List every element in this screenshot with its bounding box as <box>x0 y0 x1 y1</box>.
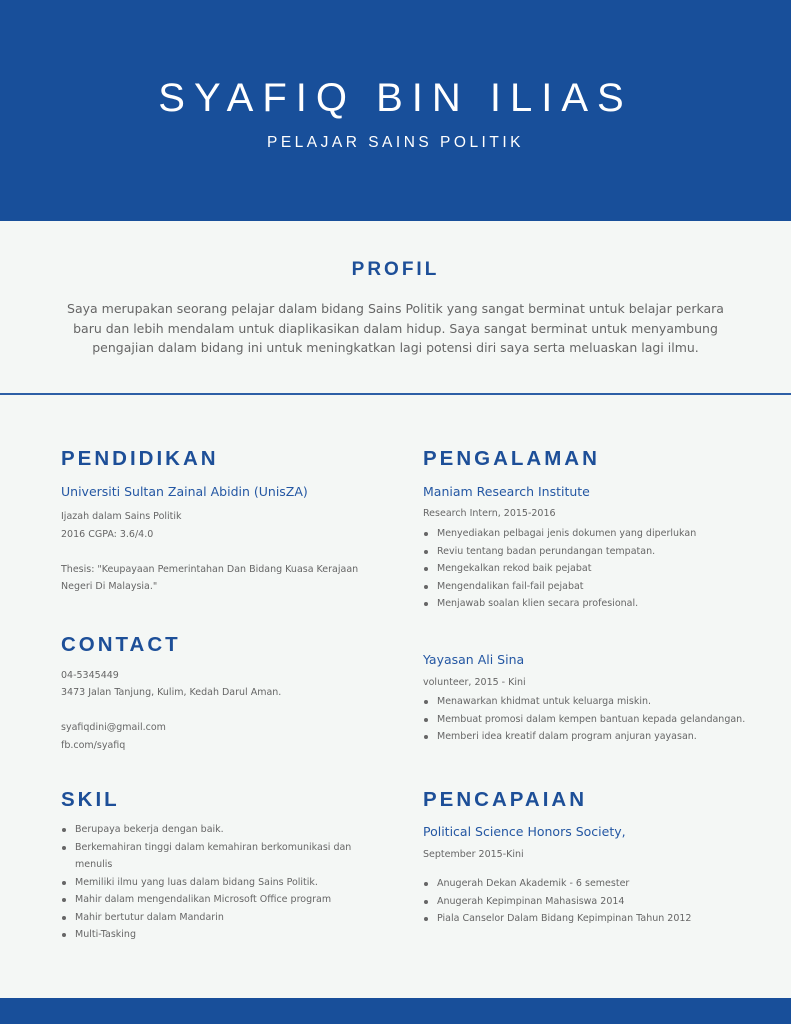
list-item: Multi-Tasking <box>61 926 361 944</box>
education-institution: Universiti Sultan Zainal Abidin (UnisZA) <box>61 484 308 499</box>
resume-subtitle: PELAJAR SAINS POLITIK <box>267 134 524 151</box>
education-degree: Ijazah dalam Sains Politik <box>61 511 182 522</box>
contact-facebook: fb.com/syafiq <box>61 740 126 751</box>
list-item: Membuat promosi dalam kempen bantuan kepada gelandangan. <box>423 711 763 729</box>
contact-phone: 04-5345449 <box>61 670 119 681</box>
list-item: Berupaya bekerja dengan baik. <box>61 821 361 839</box>
achievements-period: September 2015-Kini <box>423 849 524 860</box>
list-item: Mengendalikan fail-fail pejabat <box>423 578 763 596</box>
education-title: PENDIDIKAN <box>61 447 219 470</box>
list-item: Anugerah Kepimpinan Mahasiswa 2014 <box>423 893 763 911</box>
experience-org-1: Maniam Research Institute <box>423 484 590 499</box>
achievements-title: PENCAPAIAN <box>423 788 588 811</box>
experience-role-2: volunteer, 2015 - Kini <box>423 677 526 688</box>
list-item: Piala Canselor Dalam Bidang Kepimpinan Tahun 2012 <box>423 910 763 928</box>
contact-email: syafiqdini@gmail.com <box>61 722 166 733</box>
experience-duties-1 <box>423 525 763 613</box>
achievements-org: Political Science Honors Society, <box>423 824 626 839</box>
experience-org-2: Yayasan Ali Sina <box>423 652 525 667</box>
list-item: Berkemahiran tinggi dalam kemahiran berkomunikasi dan menulis <box>61 839 361 874</box>
list-item: Memiliki ilmu yang luas dalam bidang Sains Politik. <box>61 874 361 892</box>
contact-title: CONTACT <box>61 633 181 656</box>
list-item: Mengekalkan rekod baik pejabat <box>423 560 763 578</box>
section-divider <box>0 393 791 395</box>
skills-title: SKIL <box>61 788 120 811</box>
education-thesis-line2: Negeri Di Malaysia." <box>61 581 158 592</box>
list-item: Menyediakan pelbagai jenis dokumen yang diperlukan <box>423 525 763 543</box>
education-cgpa: 2016 CGPA: 3.6/4.0 <box>61 529 154 540</box>
footer-bar <box>0 998 791 1024</box>
list-item: Mahir bertutur dalam Mandarin <box>61 909 361 927</box>
skills-list <box>61 821 361 944</box>
contact-address: 3473 Jalan Tanjung, Kulim, Kedah Darul Aman. <box>61 687 282 698</box>
resume-name: SYAFIQ BIN ILIAS <box>158 76 633 120</box>
list-item: Menawarkan khidmat untuk keluarga miskin. <box>423 693 763 711</box>
list-item: Mahir dalam mengendalikan Microsoft Office program <box>61 891 361 909</box>
header-banner <box>0 0 791 221</box>
experience-title: PENGALAMAN <box>423 447 600 470</box>
list-item: Menjawab soalan klien secara profesional. <box>423 595 763 613</box>
profile-title: PROFIL <box>351 259 440 280</box>
profile-text: Saya merupakan seorang pelajar dalam bidang Sains Politik yang sangat berminat untuk belajar perkara baru dan lebih mendalam untuk diaplikasikan dalam hidup. Saya sangat berminat untuk menyambung pengajian dalam bidang ini untuk meningkatkan lagi potensi diri saya serta meluaskan lagi ilmu. <box>67 301 724 355</box>
experience-duties-2 <box>423 693 763 746</box>
list-item: Anugerah Dekan Akademik - 6 semester <box>423 875 763 893</box>
experience-role-1: Research Intern, 2015-2016 <box>423 508 556 519</box>
list-item: Memberi idea kreatif dalam program anjuran yayasan. <box>423 728 763 746</box>
list-item: Reviu tentang badan perundangan tempatan. <box>423 543 763 561</box>
achievements-list <box>423 875 763 928</box>
education-thesis-line1: Thesis: "Keupayaan Pemerintahan Dan Bidang Kuasa Kerajaan <box>61 564 359 575</box>
